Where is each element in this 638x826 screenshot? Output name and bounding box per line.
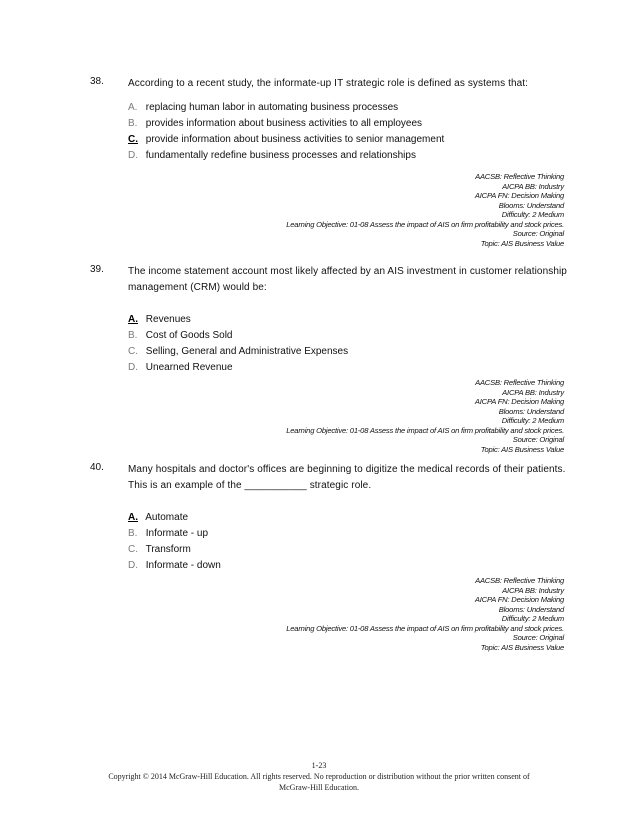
option-text: replacing human labor in automating business processes: [145, 102, 399, 113]
option-text: Transform: [145, 544, 191, 555]
option-text: provides information about business activities to all employees: [145, 118, 423, 129]
option-d: [128, 558, 221, 574]
option-letter-correct: C.: [128, 134, 138, 145]
option-text: Cost of Goods Sold: [145, 330, 233, 341]
page-footer: [0, 760, 638, 793]
option-letter-correct: A.: [128, 512, 138, 523]
option-letter: C.: [128, 544, 138, 555]
option-letter: B.: [128, 118, 138, 129]
meta-aicpa-fn: AICPA FN: Decision Making: [474, 595, 564, 604]
question-number: 40.: [90, 462, 104, 473]
option-letter: D.: [128, 560, 138, 571]
option-b: [128, 116, 444, 132]
option-text: Automate: [145, 512, 189, 523]
answer-options: [128, 100, 444, 164]
meta-learning-objective: Learning Objective: 01-08 Assess the impact of AIS on firm profitability and stock prices.: [286, 623, 564, 633]
question-text: According to a recent study, the informate-up IT strategic role is defined as systems that:: [128, 78, 529, 89]
option-text: Revenues: [145, 314, 191, 325]
option-letter: B.: [128, 528, 138, 539]
page-number: 1-23: [311, 761, 327, 770]
option-a: [128, 312, 348, 328]
option-text: Informate - up: [145, 528, 209, 539]
meta-aacsb: AACSB: Reflective Thinking: [475, 576, 564, 585]
meta-aacsb: AACSB: Reflective Thinking: [475, 378, 564, 387]
option-d: [128, 148, 444, 164]
meta-aacsb: AACSB: Reflective Thinking: [475, 172, 564, 181]
meta-difficulty: Difficulty: 2 Medium: [501, 416, 564, 425]
option-b: [128, 526, 221, 542]
question-metadata: [286, 172, 564, 248]
option-text: Unearned Revenue: [145, 362, 233, 373]
meta-aicpa-fn: AICPA FN: Decision Making: [474, 397, 564, 406]
option-a: [128, 510, 221, 526]
answer-options: [128, 510, 221, 574]
option-c: [128, 542, 221, 558]
option-b: [128, 328, 348, 344]
meta-topic: Topic: AIS Business Value: [480, 642, 564, 652]
meta-blooms: Blooms: Understand: [498, 406, 564, 416]
option-letter: A.: [128, 102, 138, 113]
answer-options: [128, 312, 348, 376]
meta-source: Source: Original: [512, 435, 564, 444]
meta-source: Source: Original: [512, 229, 564, 238]
question-metadata: [286, 576, 564, 652]
option-text: Selling, General and Administrative Expenses: [145, 346, 349, 357]
question-metadata: [286, 378, 564, 454]
option-text: Informate - down: [145, 560, 221, 571]
meta-source: Source: Original: [512, 633, 564, 642]
copyright-line-1: Copyright © 2014 McGraw-Hill Education. All rights reserved. No reproduction or distribution without the prior written consent of: [108, 772, 530, 781]
option-c: [128, 344, 348, 360]
option-a: [128, 100, 444, 116]
meta-topic: Topic: AIS Business Value: [480, 238, 564, 248]
meta-aicpa-bb: AICPA BB: Industry: [502, 387, 564, 397]
question-number: 39.: [90, 264, 104, 275]
option-text: fundamentally redefine business processes and relationships: [145, 150, 416, 161]
option-letter: D.: [128, 362, 138, 373]
meta-learning-objective: Learning Objective: 01-08 Assess the impact of AIS on firm profitability and stock prices.: [286, 219, 564, 229]
question-number: 38.: [90, 76, 104, 87]
option-letter: B.: [128, 330, 138, 341]
meta-learning-objective: Learning Objective: 01-08 Assess the impact of AIS on firm profitability and stock prices.: [286, 425, 564, 435]
meta-blooms: Blooms: Understand: [498, 200, 564, 210]
copyright-line-2: McGraw-Hill Education.: [279, 783, 359, 792]
meta-topic: Topic: AIS Business Value: [480, 444, 564, 454]
meta-aicpa-bb: AICPA BB: Industry: [502, 181, 564, 191]
meta-aicpa-bb: AICPA BB: Industry: [502, 585, 564, 595]
option-letter: D.: [128, 150, 138, 161]
option-text: provide information about business activities to senior management: [145, 134, 445, 145]
meta-difficulty: Difficulty: 2 Medium: [501, 210, 564, 219]
option-letter: C.: [128, 346, 138, 357]
question-text: Many hospitals and doctor's offices are beginning to digitize the medical records of their patients. This is an example of the ___________ strategic role.: [128, 464, 566, 491]
meta-blooms: Blooms: Understand: [498, 604, 564, 614]
meta-difficulty: Difficulty: 2 Medium: [501, 614, 564, 623]
option-d: [128, 360, 348, 376]
option-c: [128, 132, 444, 148]
question-text: The income statement account most likely affected by an AIS investment in customer relationship management (CRM) would be:: [128, 266, 567, 293]
option-letter-correct: A.: [128, 314, 138, 325]
meta-aicpa-fn: AICPA FN: Decision Making: [474, 191, 564, 200]
